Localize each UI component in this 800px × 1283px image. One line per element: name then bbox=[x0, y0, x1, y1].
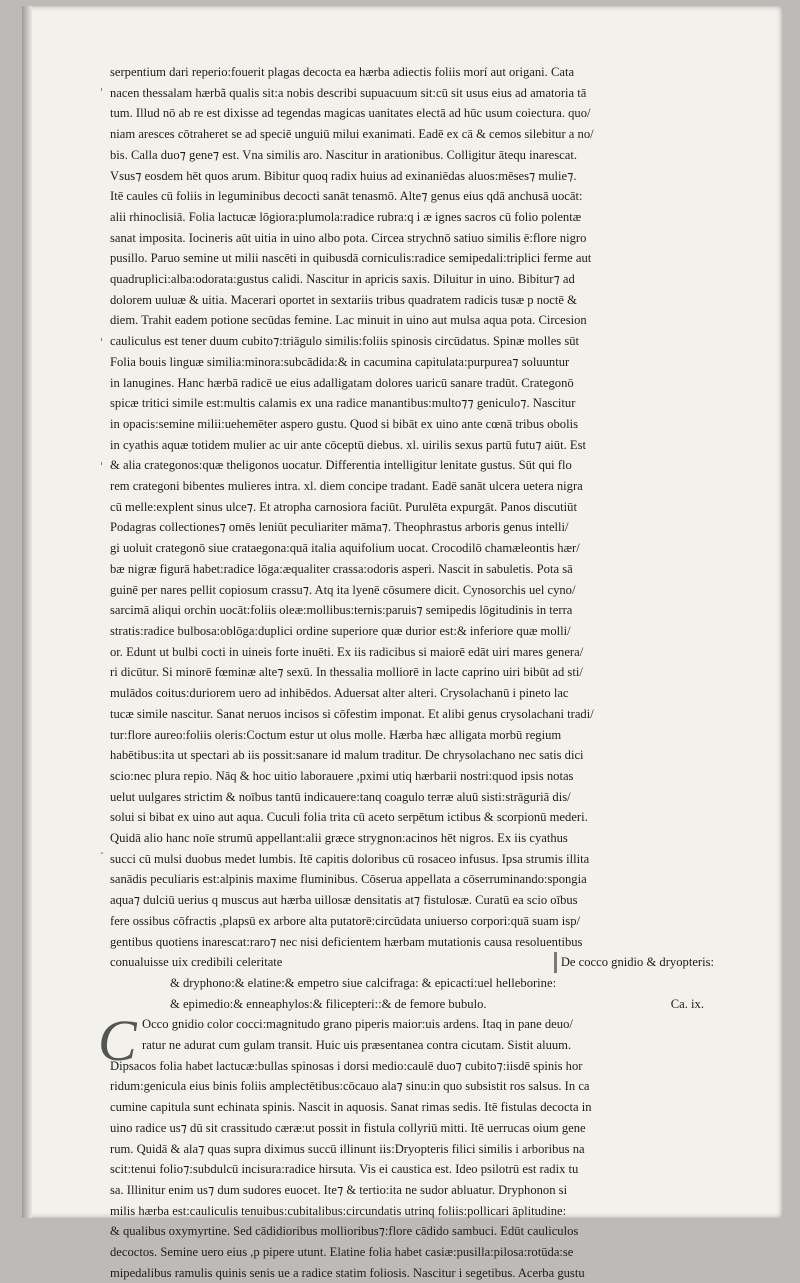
text-line: spicæ tritici simile est:multis calamis ex una radice manantibus:multo⁊⁊ geniculo⁊. Nascitur bbox=[110, 396, 576, 411]
text-line: uino radice us⁊ dū sit crassitudo cæræ:ut possit in fistula collyriū mitti. Itē uerrucas oium gene bbox=[110, 1120, 586, 1135]
text-line: in opacis:semine milii:uehemēter aspero gustu. Quod si bibāt ex uino ante cœnā tribus obolis bbox=[110, 416, 578, 431]
text-line: sarcimā aliqui orchin uocāt:foliis oleæ:mollibus:ternis:paruis⁊ semipedis lōgitudinis in terra bbox=[110, 603, 573, 618]
text-line: bæ nigræ figurā habet:radice lōga:æqualiter crassa:odoris asperi. Nascit in sabuletis. Pota sā bbox=[110, 561, 573, 576]
text-line: cauliculus est tener duum cubito⁊:triāgulo similis:foliis spinosis circūdatus. Spinæ molles sūt bbox=[110, 334, 580, 349]
text-line: bis. Calla duo⁊ gene⁊ est. Vna similis aro. Nascitur in arationibus. Colligitur ātequ inarescat. bbox=[110, 147, 577, 162]
text-line: uelut uulgares strictim & noībus tantū indicauere:tanq coagulo terræ aluū sisti:strāguriā dis/ bbox=[110, 789, 571, 804]
text-line: cū melle:explent sinus ulce⁊. Et atropha carnosiora faciūt. Purulēta expurgāt. Panos discutiūt bbox=[110, 499, 577, 514]
text-line: sa. Illinitur enim us⁊ dum sudores euocet. Ite⁊ & tertio:ita ne sudor abluatur. Dryphonon si bbox=[110, 1182, 568, 1197]
text-line: Occo gnidio color cocci:magnitudo grano piperis maior:uis ardens. Itaq in pane deuo/ bbox=[142, 1017, 573, 1032]
chapter-subheading-2: & epimedio:& enneaphylos:& filicepteri::& de femore bubulo. bbox=[170, 996, 487, 1011]
text-line: habētibus:ita ut spectari ab iis possit:sanare id malum traditur. De chrysolachano nec satis dici bbox=[110, 748, 584, 763]
text-line: rum. Quidā & ala⁊ quas supra diximus succū illinunt iis:Dryopteris filici similis i arboribus na bbox=[110, 1141, 585, 1156]
initial-capital: C bbox=[98, 1008, 137, 1074]
text-line: in lanugines. Hanc hærbā radicē ue eius adalligatam dolores uaricū sanare tradūt. Crategonō bbox=[110, 375, 574, 390]
chapter-subheading-1: & dryphono:& elatine:& empetro siue calcifraga: & epicacti:uel helleborine: bbox=[170, 975, 557, 990]
text-line: Vsus⁊ eosdem hēt quos arum. Bibitur quoq radix huius ad exinaniēdas aluos:mēses⁊ mulie⁊. bbox=[110, 168, 577, 183]
chapter-subheading-line bbox=[110, 994, 714, 1015]
text-line: quadruplici:alba:odorata:gustus calidi. Nascitur in apricis saxis. Diluitur in uino. Bibitur⁊ ad bbox=[110, 272, 575, 287]
text-line: serpentium dari reperio:fouerit plagas decocta ea hærba adiectis foliis morí aut origani. Cata bbox=[110, 65, 575, 79]
text-line: succi cū mulsi duobus medet lumbis. Itē capitis doloribus cū rosaceo infusus. Ipsa strumis illita bbox=[110, 851, 590, 866]
text-line: milis hærba est:cauliculis tenuibus:cubitalibus:circundatis utrinq foliis:pollicari āplitudine: bbox=[110, 1203, 567, 1218]
text-line: ridum:genicula eius binis foliis amplectētibus:cōcauo ala⁊ sinu:in quo subsistit ros salsus. In ca bbox=[110, 1079, 590, 1094]
book-page bbox=[22, 6, 782, 1280]
margin-mark: ' bbox=[100, 86, 104, 99]
paragraph-end-line bbox=[110, 952, 714, 973]
margin-mark: ' bbox=[100, 336, 104, 349]
chapter-number: Ca. ix. bbox=[670, 996, 704, 1011]
text-column-lower bbox=[110, 1035, 714, 1283]
text-line: ratur ne adurat cum gulam transit. Huic uis præsentanea contra cicutam. Sistit aluum. bbox=[142, 1038, 572, 1053]
text-line: solui si bibat ex uino aut aqua. Cuculi folia trita cū aceto serpētum ictibus & scorpionū mederi. bbox=[110, 810, 588, 825]
text-line: or. Edunt ut bulbi cocti in uineis forte inuēti. Ex iis radicibus si maiorē edāt uiri mares genera/ bbox=[110, 644, 584, 659]
text-line: in cyathis aquæ totidem mulier ac uir ante cōceptū diebus. xl. uirilis sexus partū futu⁊ aiūt. Est bbox=[110, 437, 586, 452]
text-line: tum. Illud nō ab re est dixisse ad tegendas magicas uanitates electā ad hūc usum coiectura. quo/ bbox=[110, 106, 591, 121]
text-line: nacen thessalam hærbã qualis sit:a nobis describi supuacuum sit:cū sit usus eius ad amatoria tā bbox=[110, 85, 587, 100]
text-line: gentibus quotiens inarescat:raro⁊ nec nisi deficientem hærbam mutationis causa resoluentibus bbox=[110, 934, 583, 949]
text-line: Quidā alio hanc noīe strumū appellant:alii græce strygnon:acinos hēt nigros. Ex iis cyathus bbox=[110, 831, 568, 846]
text-line: mipedalibus ramulis quinis senis ue a radice statim foliosis. Nascitur i segetibus. Acerba gustu bbox=[110, 1265, 585, 1280]
text-line: alii rhinoclisiā. Folia lactucæ lōgiora:plumola:radice rubra:q i æ ignes sacros cū folio polentæ bbox=[110, 209, 582, 224]
margin-mark: ' bbox=[100, 460, 104, 473]
text-line: sanādis peculiaris est:alpinis maxime fluminibus. Cōserua appellata a cōserruminando:spongia bbox=[110, 872, 587, 887]
text-line: diem. Trahit eadem potione secūdas femine. Lac minuit in uino aut mulsa aqua pota. Circesion bbox=[110, 313, 587, 328]
text-line: pusillo. Paruo semine ut milii nascēti in quibusdā corniculis:radice semipedali:triplici ferme aut bbox=[110, 251, 592, 266]
text-line: & alia crategonos:quæ theligonos uocatur. Differentia intelligitur lenitate gustus. Sūt qui flo bbox=[110, 458, 572, 473]
text-line: ri dicūtur. Si minorē fœminæ alte⁊ sexū. In thessalia molliorē in lacte caprino uiri bibūt ad sti/ bbox=[110, 665, 583, 680]
paragraph-end-text: conualuisse uix credibili celeritate bbox=[110, 955, 283, 970]
text-line: gi uoluit crategonō siue crataegona:quā italia aquifolium uocat. Crocodilō chamæleontis hær/ bbox=[110, 541, 580, 556]
text-line: Itē caules cū foliis in leguminibus decocti sanāt tenasmō. Alte⁊ genus eius qdā anchusā uocāt: bbox=[110, 189, 583, 204]
text-line: niam aresces cōtraheret se ad speciē unguiū milui exanimati. Eadē ex cā & cemos silebitur a no/ bbox=[110, 127, 594, 142]
text-line: tur:flore aureo:foliis oleris:Coctum estur ut olus molle. Hærba hæc alligata morbū regium bbox=[110, 727, 562, 742]
text-line: scio:nec plura repio. Nāq & hoc uitio laborauere ,pximi utiq hærbarii nostri:quod ipsis notas bbox=[110, 768, 574, 783]
text-line: & qualibus oxymyrtine. Sed cādidioribus mollioribus⁊:flore cādido sambuci. Edūt cauliculos bbox=[110, 1224, 579, 1239]
text-column-upper bbox=[110, 62, 714, 952]
margin-mark: - bbox=[100, 846, 104, 859]
text-line: tucæ simile nascitur. Sanat neruos incisos si cōfestim imponat. Et alibi genus crysolachani tradi/ bbox=[110, 706, 594, 721]
text-line: guinē per nares pellit copiosum crassu⁊. Atq ita lyenē cōsumere dicit. Cynosorchis uel cyno/ bbox=[110, 582, 576, 597]
chapter-heading: De cocco gnidio & dryopteris: bbox=[554, 952, 714, 973]
text-line: dolorem uuluæ & uitia. Macerari oportet in sextariis tribus quadratem radicis tusæ p noctē & bbox=[110, 292, 577, 307]
page-edge-shadow bbox=[22, 6, 32, 1218]
text-line: decoctos. Semine uero eius ,p pipere utunt. Elatine folia habet casiæ:pusilla:pilosa:rotūda:se bbox=[110, 1245, 574, 1260]
text-line: rem crategoni bibentes mulieres intra. xl. diem concipe tradant. Eadē sanāt ulcera uetera nigra bbox=[110, 479, 583, 494]
text-line: Dipsacos folia habet lactucæ:bullas spinosas i dorsi medio:caulē duo⁊ cubito⁊:iisdē spinis hor bbox=[110, 1058, 583, 1073]
text-line: scit:tenui folio⁊:subdulcū incisura:radice hirsuta. Vis ei caustica est. Ideo psilotrū est radix tu bbox=[110, 1162, 579, 1177]
text-line: aqua⁊ dulciū uerius q muscus aut hærba uillosæ densitatis at⁊ fistulosæ. Curatū ea scio oībus bbox=[110, 893, 578, 908]
text-line: stratis:radice bulbosa:oblōga:duplici ordine superiore quæ durior est:& inferiore quæ molli/ bbox=[110, 623, 571, 638]
main-text-block bbox=[98, 62, 714, 1283]
text-line: fere ossibus cōfractis ,plapsū ex arbore alta putatorē:circūdata uniuerso corpori:quā suam isp/ bbox=[110, 913, 581, 928]
text-line: Folia bouis linguæ similia:minora:subcādida:& in cacumina capitulata:purpurea⁊ soluuntur bbox=[110, 354, 570, 369]
text-line: sanat imposita. Iocineris aūt uitia in uino albo pota. Circea strychnō satiuo similis ē:flore nigro bbox=[110, 230, 587, 245]
text-line: cumine capitula sunt echinata spinis. Nascit in aquosis. Sanat rimas sedis. Itē fistulas decocta in bbox=[110, 1100, 592, 1115]
text-line: mulādos coitus:duriorem uero ad inhibēdos. Aduersat alter alteri. Crysolachanū i pineto lac bbox=[110, 686, 569, 701]
text-line: Podagras collectiones⁊ omēs leniūt peculiariter māma⁊. Theophrastus arboris genus intelli/ bbox=[110, 520, 569, 535]
